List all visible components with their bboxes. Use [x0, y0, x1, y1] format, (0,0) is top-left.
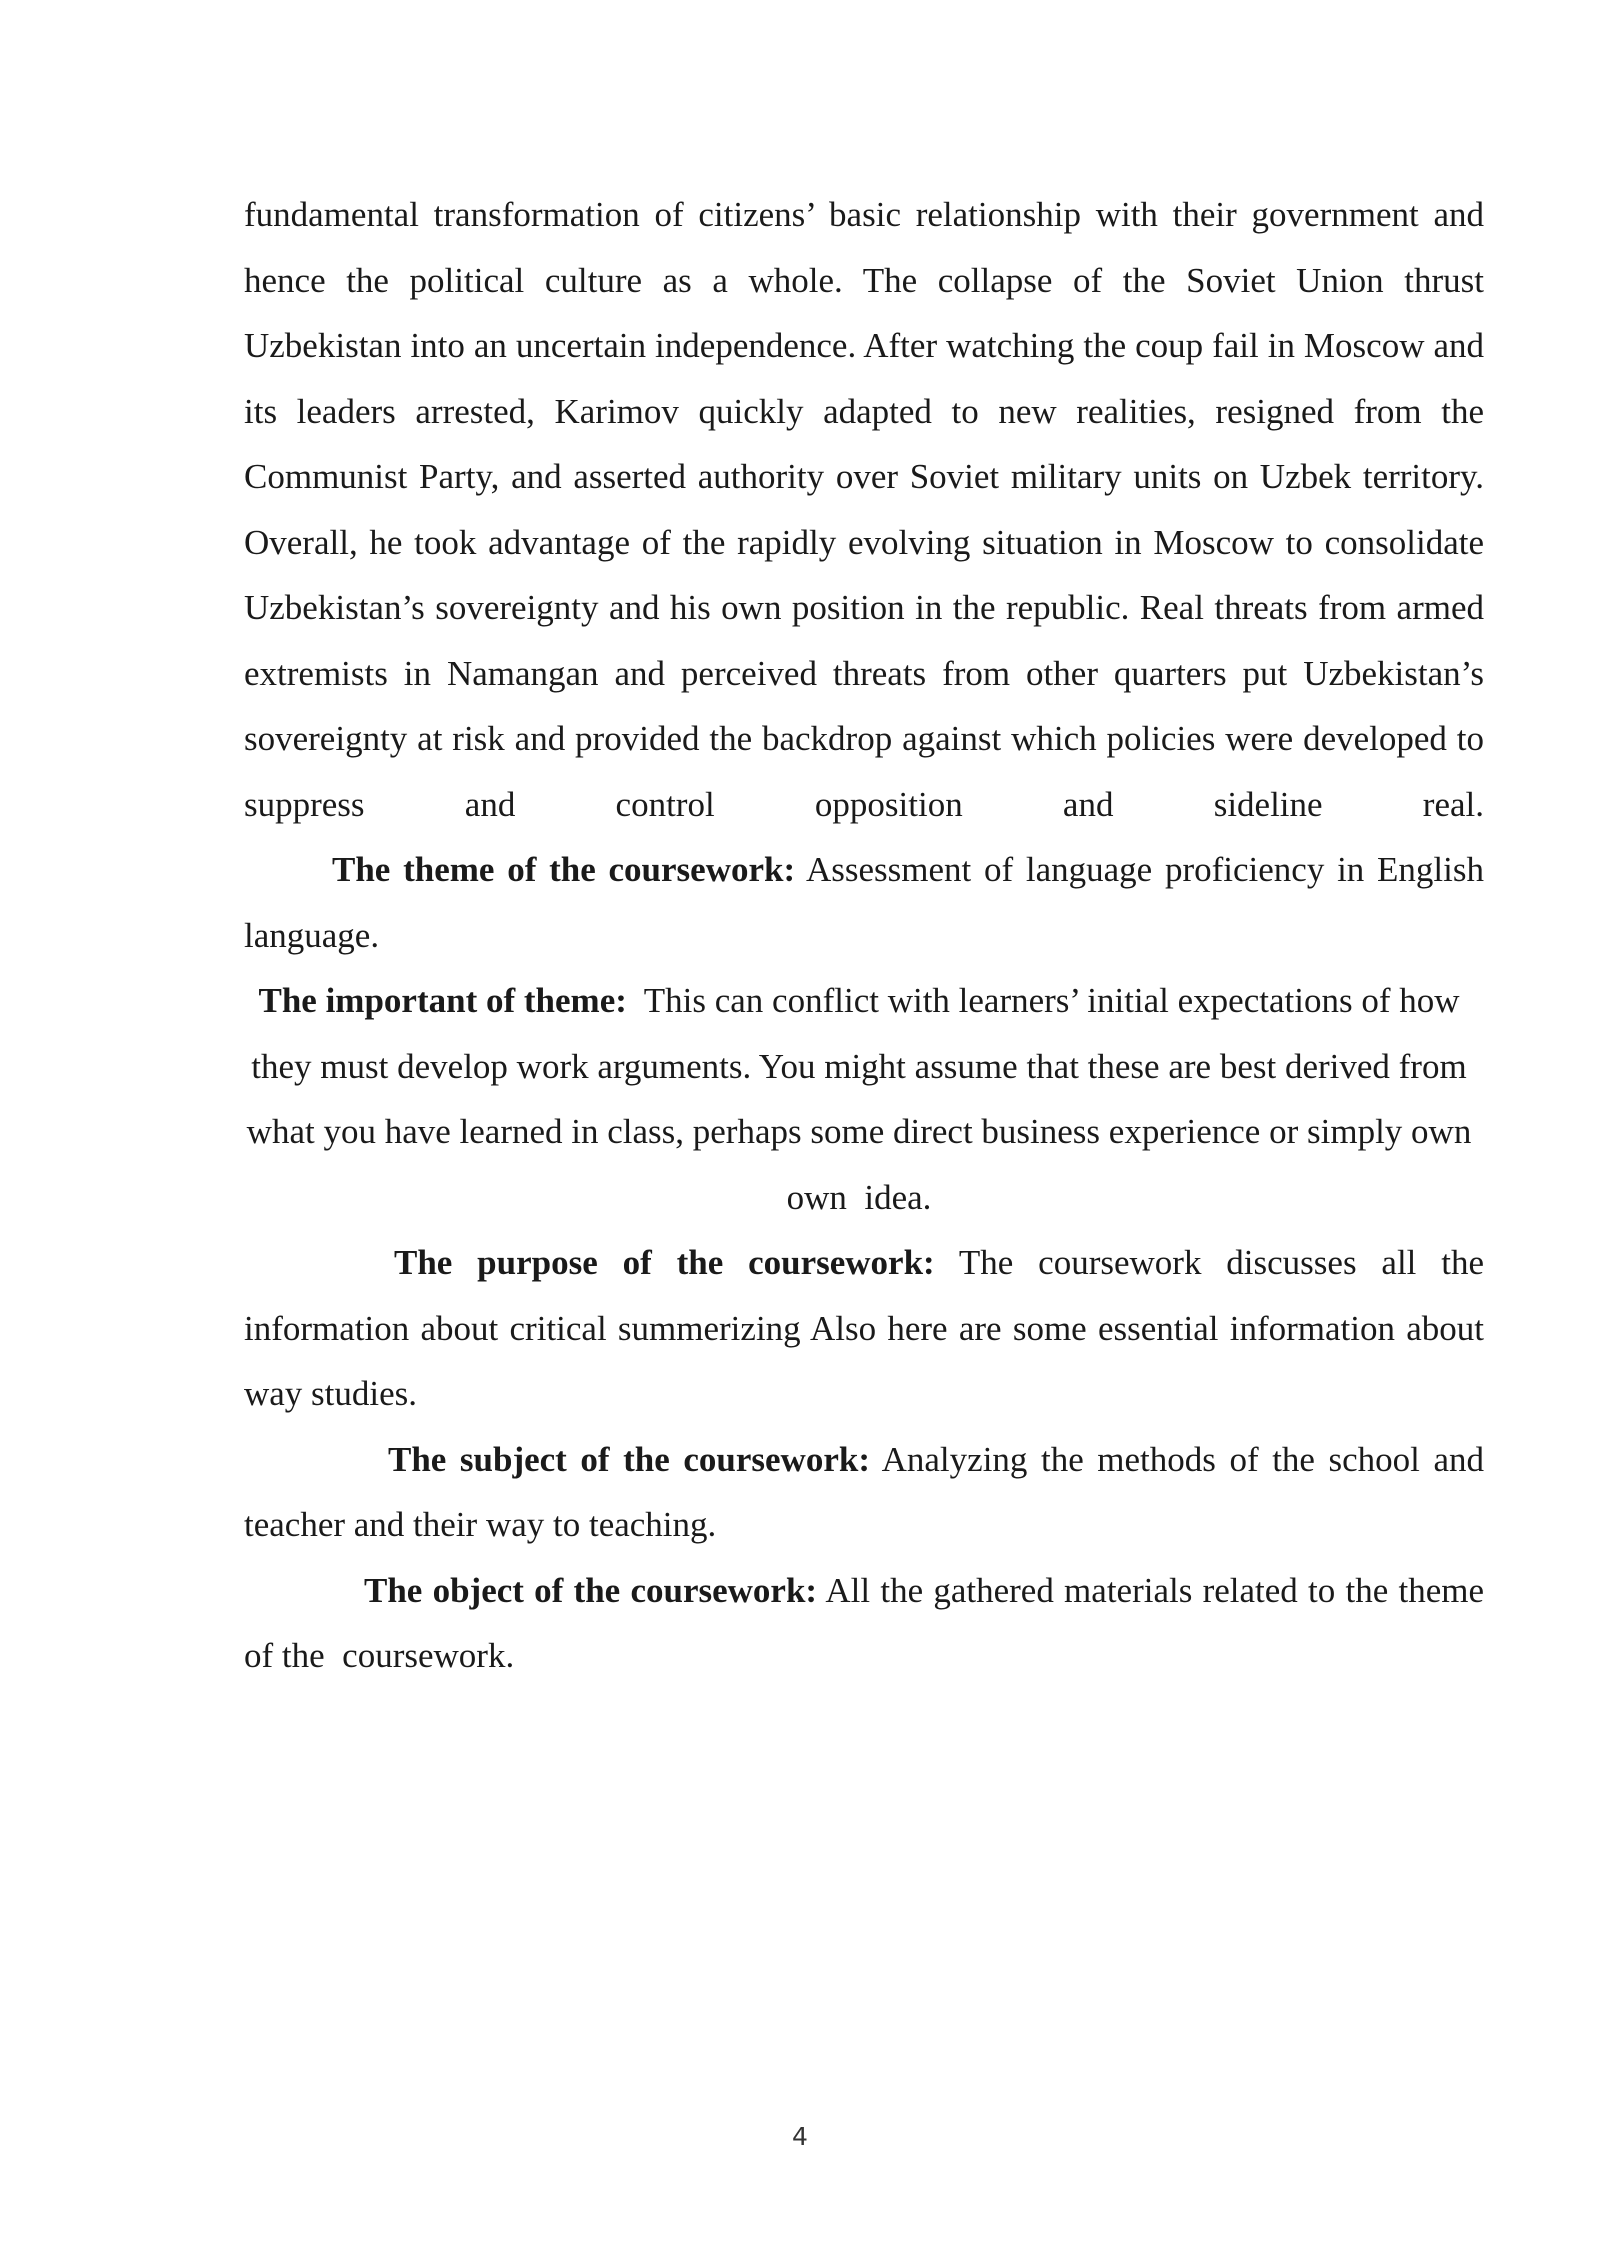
- subject-text: Analyzing the methods of the school and teacher and their way to teaching.: [244, 1439, 1493, 1544]
- page-body: [244, 182, 1498, 1689]
- object-paragraph: [244, 1558, 1493, 1689]
- importance-label: The important of theme:: [258, 981, 627, 1020]
- object-label: The object of the coursework:: [364, 1570, 818, 1610]
- theme-text: Assessment of language proficiency in English language.: [244, 850, 1493, 955]
- theme-label: The theme of the coursework:: [332, 850, 796, 889]
- purpose-text: The coursework discusses all the information about critical summerizing Also here are some essential information about way studies.: [244, 1243, 1493, 1413]
- intro-paragraph: fundamental transformation of citizens’ basic relationship with their government and hence the political culture as a whole. The collapse of the Soviet Union thrust Uzbekistan into an uncertain independence. After watching the coup fail in Moscow and its leaders arrested, Karimov quickly adapted to new realities, resigned from the Communist Party, and asserted authority over Soviet military units on Uzbek territory. Overall, he took advantage of the rapidly evolving situation in Moscow to consolidate Uzbekistan’s sovereignty and his own position in the republic. Real threats from armed extremists in Namangan and perceived threats from other quarters put Uzbekistan’s sovereignty at risk and provided the backdrop against which policies were developed to suppress and control opposition and sideline real.: [244, 195, 1484, 824]
- purpose-paragraph: [244, 1230, 1493, 1427]
- subject-label: The subject of the coursework:: [388, 1439, 870, 1479]
- purpose-label: The purpose of the coursework:: [394, 1243, 935, 1282]
- theme-paragraph: [244, 837, 1493, 968]
- importance-text: This can conflict with learners’ initial expectations of how they must develop work arguments. You might assume that these are best derived from what you have learned in class, perhaps some direct business experience or simply own own idea.: [246, 981, 1498, 1217]
- page-number: 4: [792, 2122, 808, 2151]
- object-text: All the gathered materials related to the theme of the coursework.: [244, 1570, 1493, 1675]
- importance-paragraph: [244, 968, 1498, 1230]
- subject-paragraph: [244, 1427, 1493, 1558]
